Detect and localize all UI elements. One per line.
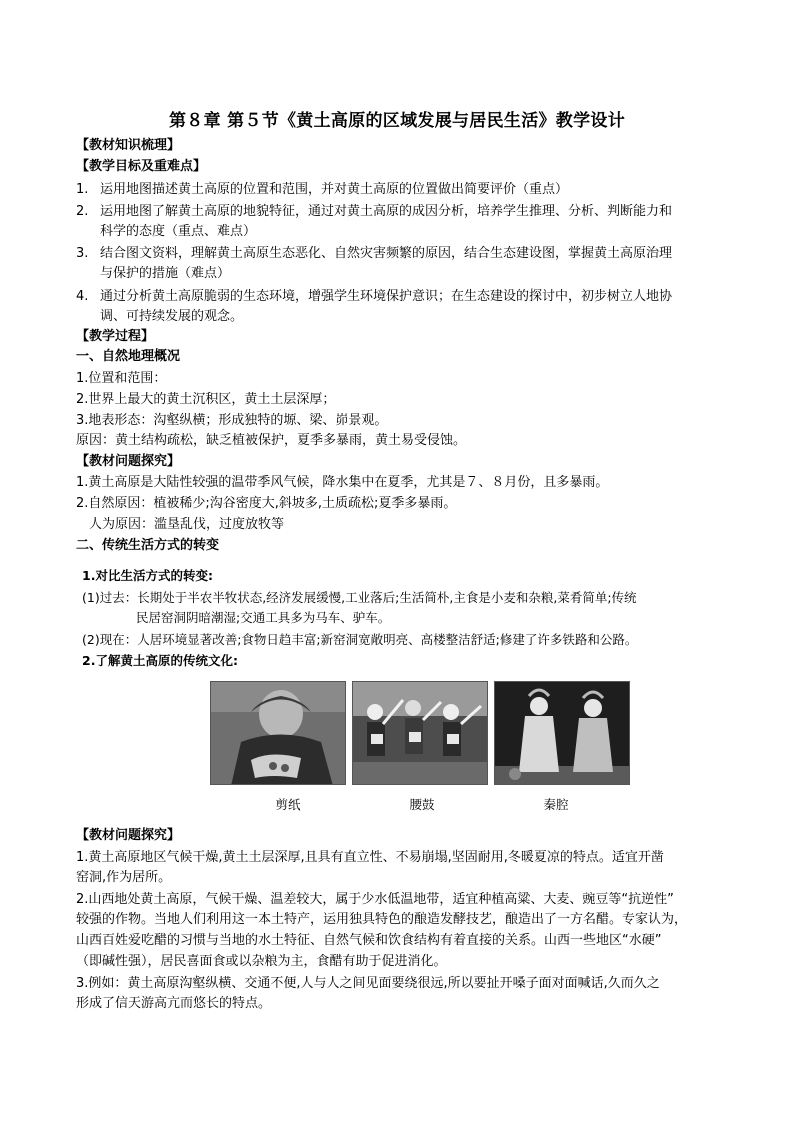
goal-1: 1. 运用地图描述黄土高原的位置和范围，并对黄土高原的位置做出简要评价（重点） [76, 182, 569, 197]
part1-item-2: 2.世界上最大的黄土沉积区，黄土土层深厚； [76, 392, 336, 407]
part2-now: (2)现在：人居环境显著改善;食物日趋丰富;新窑洞宽敞明亮、高楼整洁舒适;修建了许多铁路和公路。 [82, 632, 638, 647]
part2-heading: 二、传统生活方式的转变 [76, 538, 220, 553]
goal-2-cont: 科学的态度（重点、难点） [100, 224, 257, 239]
section-explore-1: 【教材问题探究】 [76, 454, 181, 469]
goal-3-cont: 与保护的措施（难点） [100, 266, 231, 281]
goal-4: 4. 通过分析黄土高原脆弱的生态环境，增强学生环境保护意识；在生态建设的探讨中，初步树立人地协 [76, 289, 673, 304]
part2-past: (1)过去：长期处于半农半牧状态,经济发展缓慢,工业落后;生活简朴,主食是小麦和杂粮,菜肴简单;传统 [82, 590, 637, 605]
paper-cutting-photo [210, 681, 346, 785]
photo-caption-1: 剪纸 [275, 797, 301, 812]
part2-sub2: 2.了解黄土高原的传统文化: [82, 653, 238, 668]
goal-3: 3. 结合图文资料，理解黄土高原生态恶化、自然灾害频繁的原因，结合生态建设图，掌握黄土高原治理 [76, 246, 673, 261]
part2-sub1: 1.对比生活方式的转变: [82, 568, 213, 583]
part1-reason: 原因：黄土结构疏松，缺乏植被保护，夏季多暴雨，黄土易受侵蚀。 [76, 433, 467, 448]
section-knowledge: 【教材知识梳理】 [76, 138, 181, 153]
explore2-item-1: 1.黄土高原地区气候干燥,黄土土层深厚,且具有直立性、不易崩塌,坚固耐用,冬暖夏凉的特点。适宜开凿 [76, 850, 664, 865]
section-goals: 【教学目标及重难点】 [76, 159, 207, 174]
explore1-item-3: 人为原因：滥垦乱伐，过度放牧等 [76, 517, 285, 532]
explore2-item-3: 3.例如：黄土高原沟壑纵横、交通不便,人与人之间见面要绕很远,所以要扯开嗓子面对面喊话,久而久之 [76, 976, 660, 991]
part1-heading: 一、自然地理概况 [76, 349, 181, 364]
section-process: 【教学过程】 [76, 329, 155, 344]
part1-item-1: 1.位置和范围： [76, 371, 167, 386]
explore2-item-3-cont: 形成了信天游高亢而悠长的特点。 [76, 996, 272, 1011]
goal-4-cont: 调、可持续发展的观念。 [100, 309, 244, 324]
qinqiang-opera-photo [494, 681, 630, 785]
waist-drum-photo [352, 681, 488, 785]
photo-caption-2: 腰鼓 [409, 797, 435, 812]
explore2-item-2: 2.山西地处黄土高原，气候干燥、温差较大，属于少水低温地带，适宜种植高粱、大麦、豌豆等“抗逆性” [76, 892, 674, 907]
explore2-item-2-cont-1: 较强的作物。当地人们利用这一本土特产，运用独具特色的酿造发酵技艺，酿造出了一方名醋。专家认为， [76, 912, 688, 927]
page-title: 第８章 第５节《黄土高原的区域发展与居民生活》教学设计 [168, 111, 626, 131]
part1-item-3: 3.地表形态：沟壑纵横；形成独特的塬、梁、峁景观。 [76, 413, 388, 428]
explore1-item-1: 1.黄土高原是大陆性较强的温带季风气候，降水集中在夏季，尤其是７、８月份，且多暴雨。 [76, 475, 609, 490]
culture-photos [210, 681, 630, 785]
explore1-item-2: 2.自然原因：植被稀少;沟谷密度大,斜坡多,土质疏松;夏季多暴雨。 [76, 496, 457, 511]
goal-2: 2. 运用地图了解黄土高原的地貌特征，通过对黄土高原的成因分析，培养学生推理、分析、判断能力和 [76, 204, 673, 219]
explore2-item-2-cont-3: （即碱性强），居民喜面食或以杂粮为主，食醋有助于促进消化。 [76, 954, 447, 969]
part2-past-cont: 民居窑洞阴暗潮湿;交通工具多为马车、驴车。 [136, 610, 391, 625]
photo-caption-3: 秦腔 [543, 797, 569, 812]
section-explore-2: 【教材问题探究】 [76, 828, 181, 843]
explore2-item-2-cont-2: 山西百姓爱吃醋的习惯与当地的水土特征、自然气候和饮食结构有着直接的关系。山西一些地区“水硬” [76, 933, 662, 948]
explore2-item-1-cont: 窑洞,作为居所。 [76, 870, 172, 885]
